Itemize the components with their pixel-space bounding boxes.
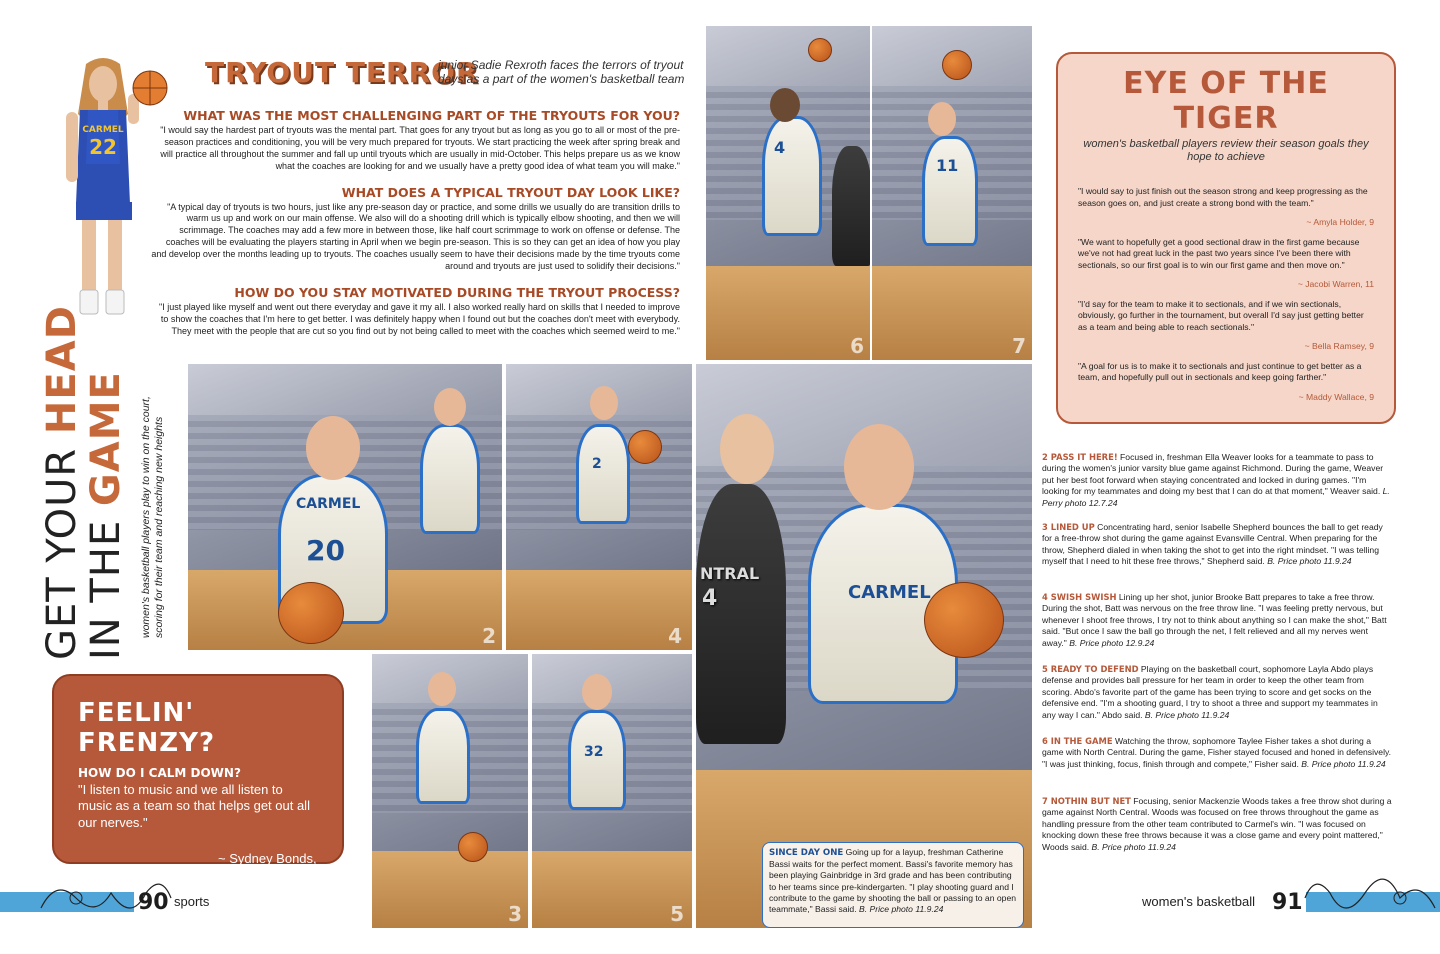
- photo-4: 2 4: [506, 364, 692, 650]
- svg-text:22: 22: [89, 135, 117, 159]
- frenzy-answer: "I listen to music and we all listen to music as a team so that helps get out all our nerves.": [78, 782, 310, 830]
- tryout-subtitle: junior Sadie Rexroth faces the terrors of tryout days as a part of the women's basketball team: [438, 58, 685, 87]
- question-2: WHAT DOES A TYPICAL TRYOUT DAY LOOK LIKE?: [341, 184, 680, 200]
- since-day-one-caption: SINCE DAY ONE Going up for a layup, freshman Catherine Bassi waits for the perfect moment. Bassi's favorite memory has been playing Gainbridge in 3rd grade and has been contributing to her teams since pre-kindergarten. "I play shooting guard and I contribute to the game by shooting the ball or passing to an open teammate," Bassi said. B. Price photo 11.9.24: [762, 842, 1024, 928]
- photo-main: CARMEL NTRAL 4: [696, 364, 1032, 928]
- page-number-right: 91: [1272, 890, 1303, 915]
- tryout-title: TRYOUT TERROR: [205, 56, 479, 89]
- question-1: WHAT WAS THE MOST CHALLENGING PART OF THE TRYOUTS FOR YOU?: [183, 108, 680, 123]
- question-3: HOW DO YOU STAY MOTIVATED DURING THE TRYOUT PROCESS?: [234, 284, 680, 300]
- answer-3: "I just played like myself and went out there everyday and gave it my all. I also worked really hard on skills that I needed to improve to show the coaches that I'm here to get better. I was definitely happy when I found out but the coaches don't meet with everybody. They meet with the people that are cut so you find out by not being called to meet with the coaches which seemed weird to me.": [159, 301, 680, 336]
- caption-4: 4 SWISH SWISH Lining up her shot, junior Brooke Batt prepares to take a free throw. During the shot, Batt was nervous on the free throw line. "I was feeling pretty nervous, but whenever I shoot free throws, I try not to think about anything so I can make the shot," Batt said. "But once I saw the ball go through the net, I felt relieved and all my nerves went away." B. Price photo 12.9.24: [1042, 592, 1387, 648]
- frenzy-question: HOW DO I CALM DOWN?: [78, 766, 241, 780]
- feelin-frenzy-box: [52, 674, 344, 881]
- headline-subtitle: women's basketball players play to win on the court, scoring for their team and reaching new heights: [140, 396, 165, 638]
- caption-3: 3 LINED UP Concentrating hard, senior Isabelle Shepherd bounces the ball to get ready for a free-throw shot during the game against Evansville Central. When preparing for the throw, Shepherd dialed in when taking the shot to get into the right mindset. "I was telling myself that I need to hit these free throws," Shepherd said. B. Price photo 11.9.24: [1042, 522, 1383, 567]
- eye-title: EYE OF THE TIGER: [1123, 66, 1329, 136]
- caption-6: 6 IN THE GAME Watching the throw, sophomore Taylee Fisher takes a shot during a game with North Central. During the game, Fisher stayed focused and honed in defensively. "I was just thinking, focus, finish through and compete," Fisher said. B. Price photo 11.9.24: [1042, 736, 1392, 769]
- goal-quote-4: "A goal for us is to make it to sectionals and just continue to get better as a team, and hopefully pull out in sectionals and keep going farther.": [1078, 361, 1362, 383]
- photo-2: CARMEL 20 2: [188, 364, 502, 650]
- tryout-qa: [150, 108, 680, 337]
- caption-7: 7 NOTHIN BUT NET Focusing, senior Mackenzie Woods takes a free throw shot during a game against North Central. Woods was focused on free throws throughout the game as handling pressure from the other team contributed to Carmel's win. "I was focused on knocking down these free throws because it was a close game and every point mattered," Woods said. B. Price photo 11.9.24: [1042, 796, 1392, 852]
- photo-6: 4 6: [706, 26, 870, 360]
- eye-subtitle: women's basketball players review their season goals they hope to achieve: [1083, 138, 1369, 164]
- eye-of-the-tiger-box: [1056, 52, 1396, 424]
- goal-attribution-2: ~ Jacobi Warren, 11: [1297, 279, 1374, 290]
- photo-7: 11 7: [872, 26, 1032, 360]
- answer-2: "A typical day of tryouts is two hours, just like any pre-season day or practice, and some drills we usually do are transition drills to warm us up and work on our main offense. We also will do a shooting drill which is typically elbow shooting, and then we will scrimmage. The coaches may add a few more in between those, like half court scrimmage to work on offense or defense. The coaches will be evaluating the players starting in April when we begin pre-season. This is so they can get an idea of how you play and develop over the months leading up to tryouts. The coaches usually seem to have their decisions made by the time tryouts come around and tryouts are just used to solidify their decisions.": [151, 201, 680, 271]
- head-in-game-headline: GET YOUR HEAD IN THE GAME: [39, 305, 129, 660]
- goal-attribution-1: ~ Amyla Holder, 9: [1306, 217, 1374, 228]
- goal-attribution-3: ~ Bella Ramsey, 9: [1304, 341, 1374, 352]
- goal-quote-3: "I'd say for the team to make it to sectionals, and if we win sectionals, obviously, go further in the tournament, but overall I'd say just getting better as a team and being able to reach sectionals.": [1078, 299, 1364, 332]
- goal-quote-2: "We want to hopefully get a good sectional draw in the first game because we've not had great luck in the past two years since I've been there with sectionals, so our first goal is to win our first game and then move on.": [1078, 237, 1360, 270]
- caption-5: 5 READY TO DEFEND Playing on the basketball court, sophomore Layla Abdo plays defense and provides ball pressure for her team in order to keep the other team from scoring. Abdo's favorite part of the game has been trying to score and get socks on the defensive end. "I'm a shooting guard, I try to shoot a three and support my teammates in any way I can." Abdo said. B. Price photo 11.9.24: [1042, 664, 1378, 720]
- goal-quote-1: "I would say to just finish out the season strong and keep progressing as the season goes on, and just create a strong bond with the team.": [1078, 186, 1368, 208]
- frenzy-title: FEELIN' FRENZY?: [78, 698, 216, 758]
- caption-2: 2 PASS IT HERE! Focused in, freshman Ella Weaver looks for a teammate to pass to during the women's junior varsity blue game against Richmond. During the game, Weaver put her best foot forward when staying concentrated and locked in during games. "I'm looking for my teammates and doing my best that I can do at that moment," Weaver said. L. Perry photo 12.7.24: [1042, 452, 1390, 508]
- goal-attribution-4: ~ Maddy Wallace, 9: [1298, 391, 1374, 402]
- photo-5: 32 5: [532, 654, 692, 928]
- photo-3: 3: [372, 654, 528, 928]
- swirl-decoration-right: [1300, 868, 1440, 928]
- answer-1: "I would say the hardest part of tryouts was the mental part. That goes for any tryout but as long as you go to all or most of the pre-season practices and conditioning, you will be very much prepared for tryouts. We start practicing the week after spring break and will practice all throughout the summer and fall up until tryouts which are usually in mid-October. This helps prepare us as we know what the coaches are looking for and we usually have a pretty good idea of what team you will make.": [160, 125, 680, 171]
- page-number-left: 90: [138, 890, 169, 915]
- frenzy-attribution: ~ Sydney Bonds, 11: [218, 850, 317, 881]
- page-label-right: women's basketball: [1142, 894, 1256, 909]
- page-label-left: sports: [174, 894, 210, 909]
- svg-text:CARMEL: CARMEL: [82, 125, 124, 135]
